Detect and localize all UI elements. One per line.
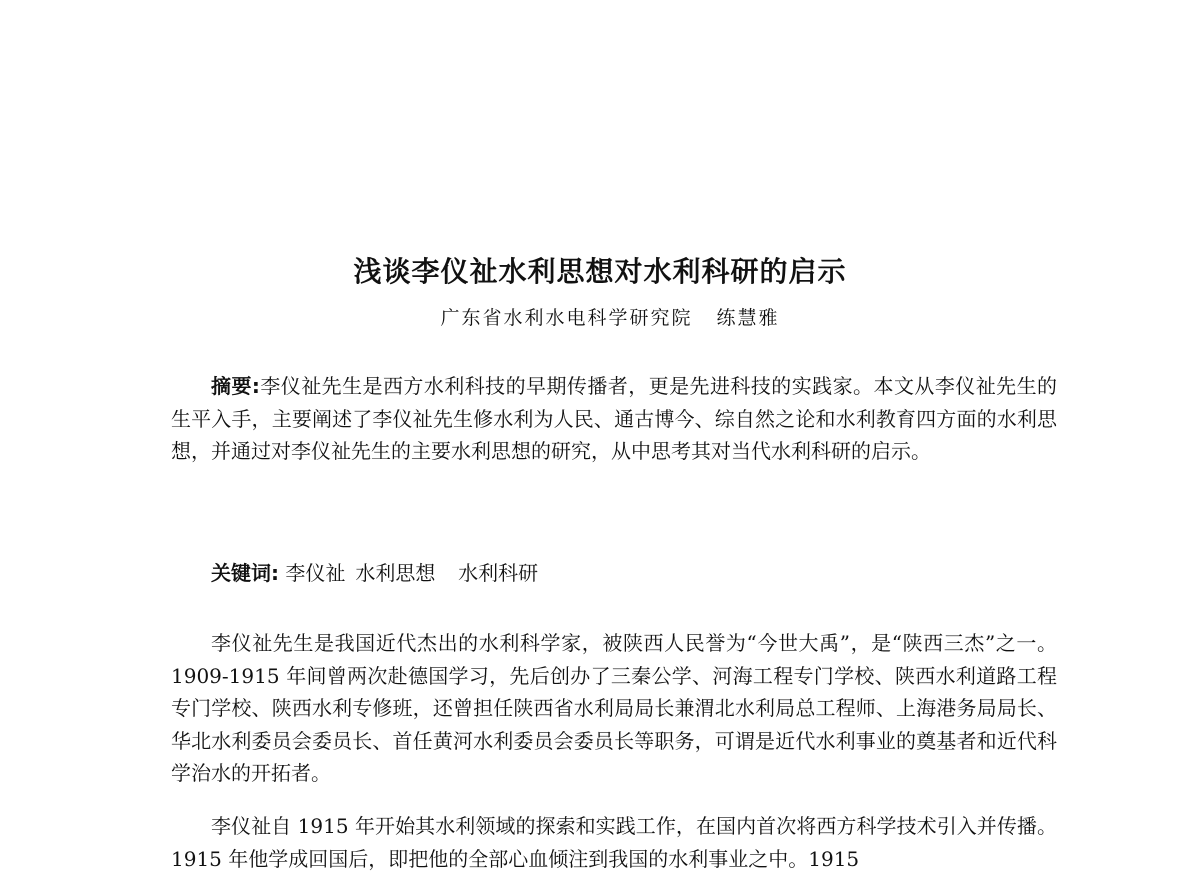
article-title: 浅谈李仪祉水利思想对水利科研的启示 [353,255,847,288]
abstract-paragraph [171,370,1057,468]
keyword-item: 李仪祉 [285,561,346,585]
author-institution: 广东省水利水电科学研究院 [440,307,693,329]
body-paragraph-1-block [171,627,1057,790]
keyword-item: 水利科研 [458,561,539,585]
keywords-line [171,557,1057,590]
abstract-section [171,370,1057,468]
abstract-text: 李仪祉先生是西方水利科技的早期传播者，更是先进科技的实践家。本文从李仪祉先生的生平入手，主要阐述了李仪祉先生修水利为人民、通古博今、综自然之论和水利教育四方面的水利思想，并通过对李仪祉先生的主要水利思想的研究，从中思考其对当代水利科研的启示。 [171,374,1058,463]
keywords-label: 关键词: [211,561,279,585]
body-paragraph-2-block [171,810,1057,875]
abstract-label: 摘要: [211,374,260,398]
keyword-item: 水利思想 [355,561,436,585]
keywords-section [171,557,1057,590]
author-line [0,302,1200,334]
body-paragraph: 李仪祉自 1915 年开始其水利领域的探索和实践工作，在国内首次将西方科学技术引入并传播。1915 年他学成回国后，即把他的全部心血倾注到我国的水利事业之中。1915 [171,814,1057,871]
author-name: 练慧雅 [716,307,780,329]
body-paragraph: 李仪祉先生是我国近代杰出的水利科学家，被陕西人民誉为“今世大禹”，是“陕西三杰”之一。1909-1915 年间曾两次赴德国学习，先后创办了三秦公学、河海工程专门学校、陕西水利道路工程专门学校、陕西水利专修班，还曾担任陕西省水利局局长兼渭北水利局总工程师、上海港务局局长、华北水利委员会委员长、首任黄河水利委员会委员长等职务，可谓是近代水利事业的奠基者和近代科学治水的开拓者。 [171,631,1057,785]
